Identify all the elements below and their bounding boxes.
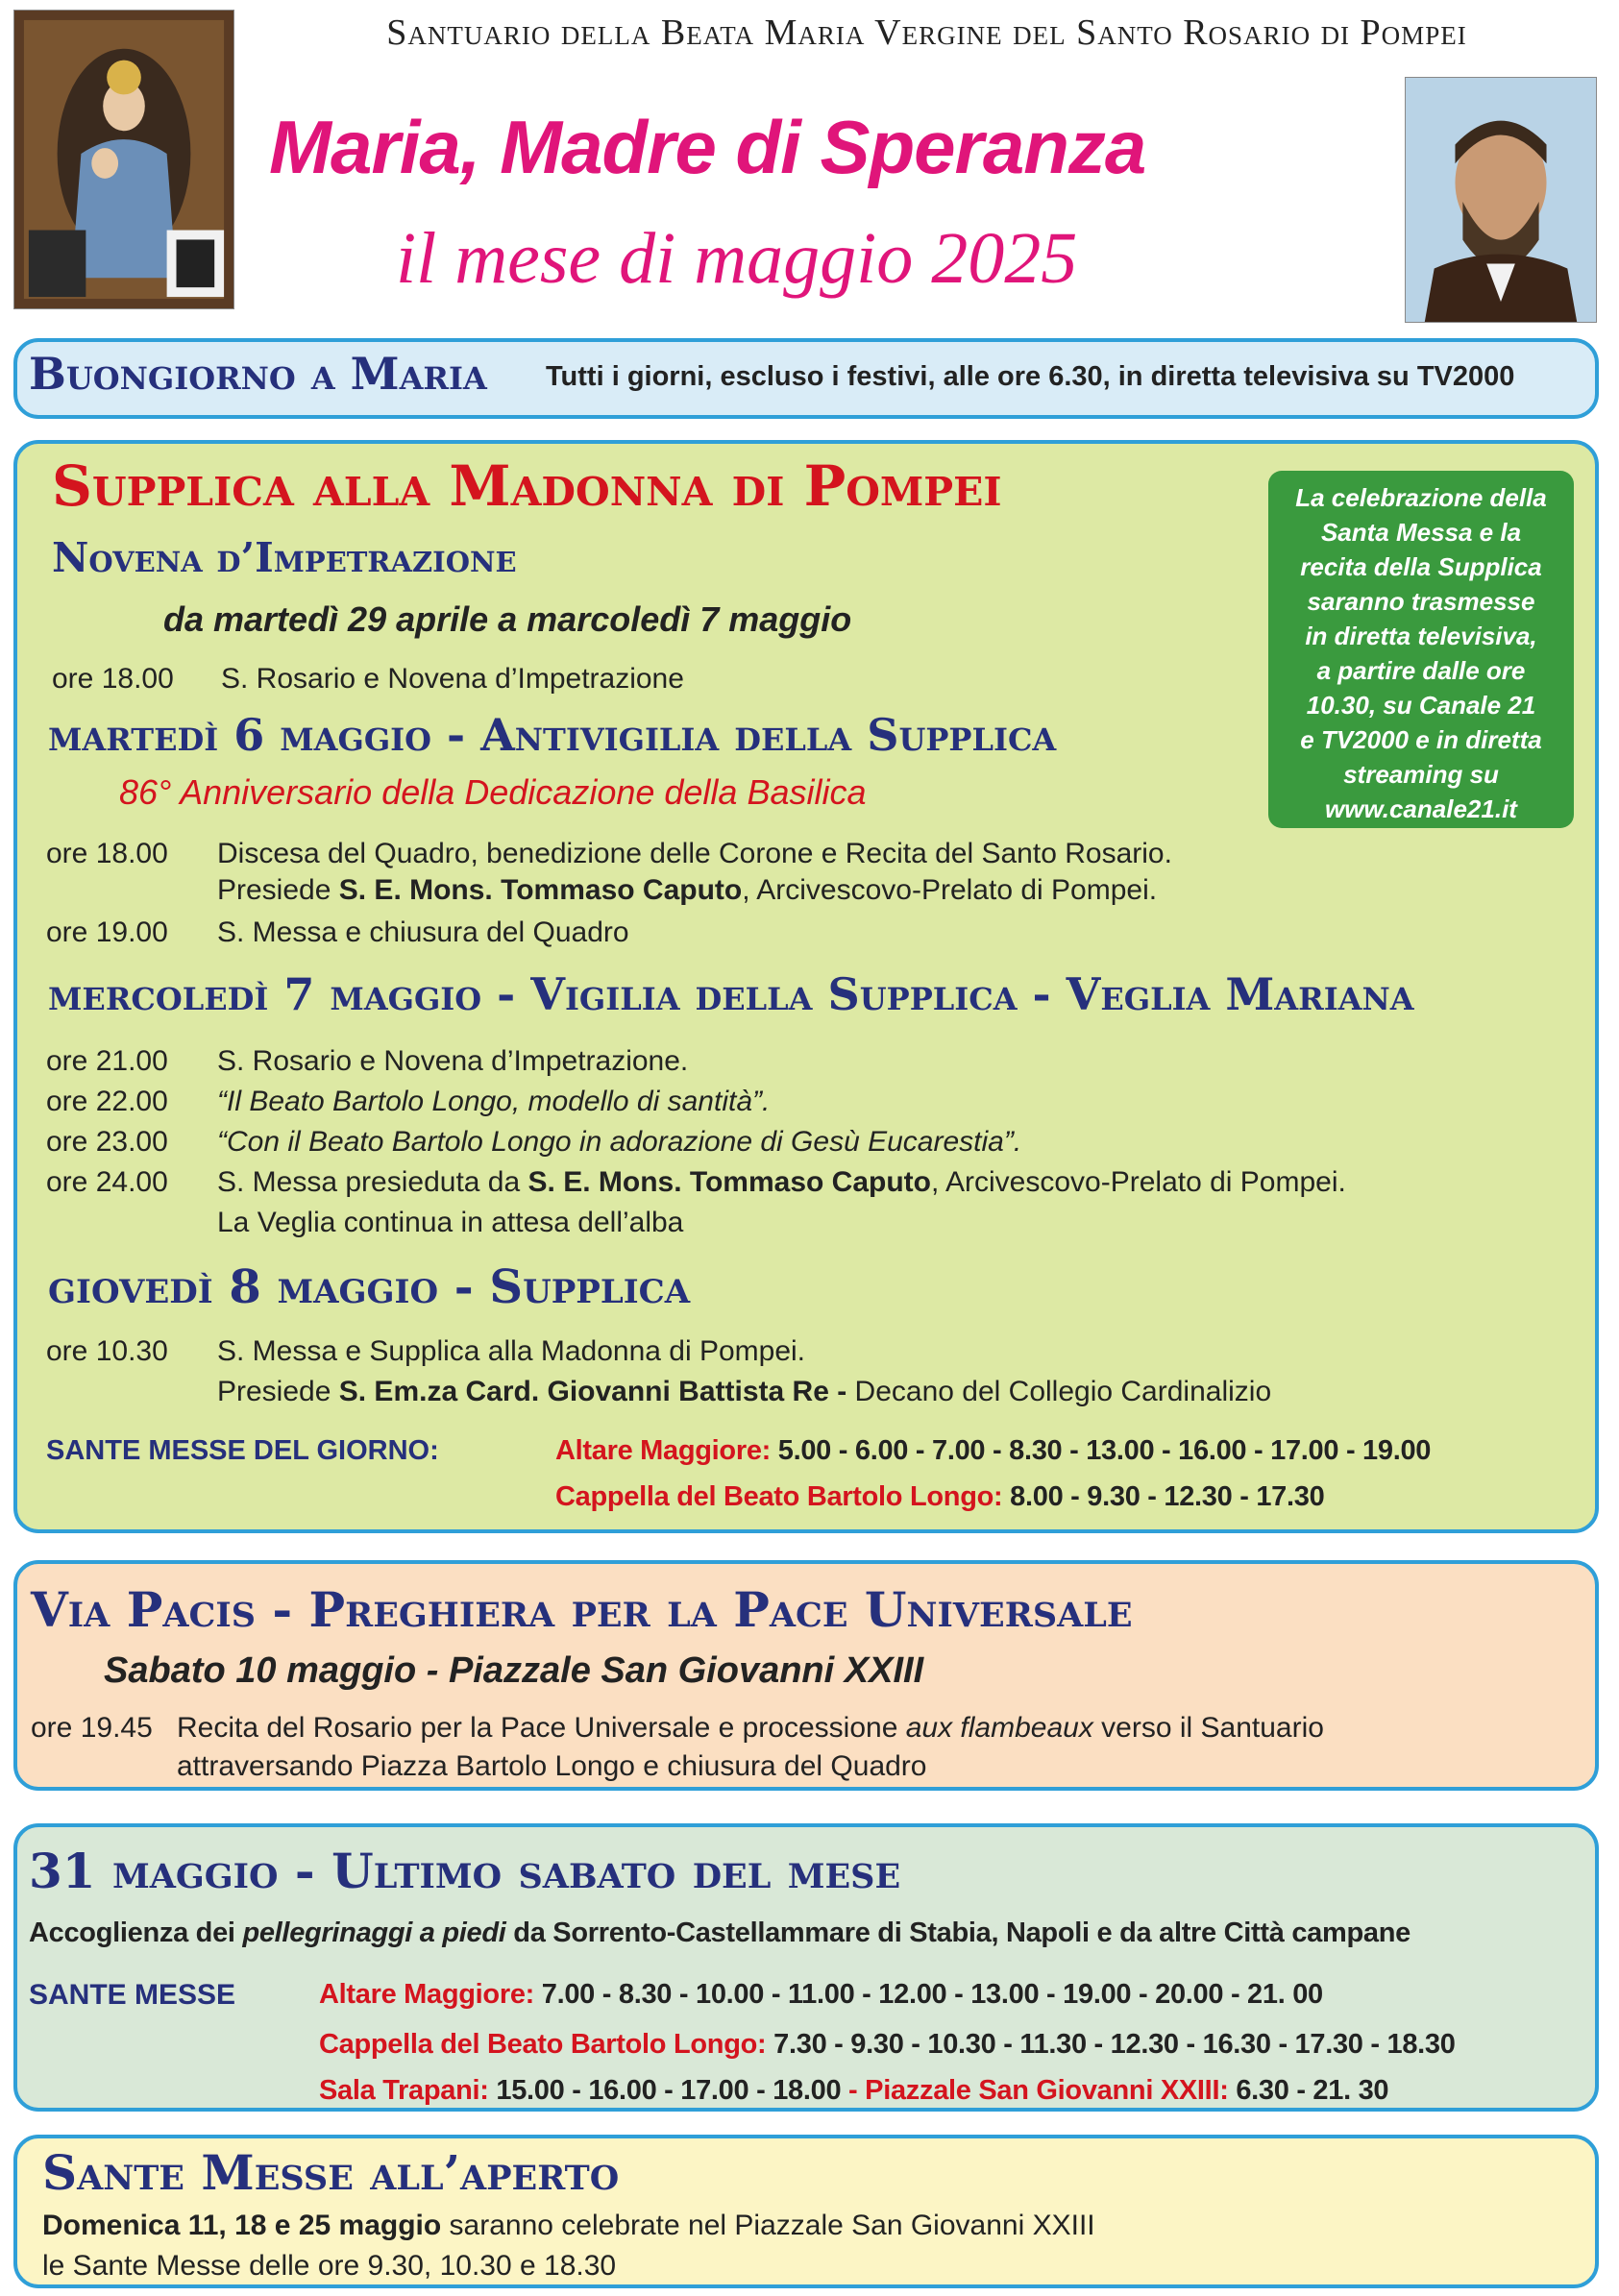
day2-e1-text: S. Rosario e Novena d’Impetrazione. bbox=[217, 1045, 689, 1077]
day2-e4-line2: La Veglia continua in attesa dell’alba bbox=[217, 1207, 684, 1238]
day2-heading: mercoledì 7 maggio - Vigilia della Supplica - Veglia Mariana bbox=[48, 968, 1414, 1020]
day2-e3-text: “Con il Beato Bartolo Longo in adorazione di Gesù Eucarestia”. bbox=[217, 1126, 1022, 1158]
day2-e4-time: ore 24.00 bbox=[46, 1166, 168, 1198]
broadcast-line: streaming su bbox=[1343, 760, 1499, 789]
pilgrimage-welcome: Accoglienza dei pellegrinaggi a piedi da Sorrento-Castellammare di Stabia, Napoli e da altre Città campane bbox=[29, 1917, 1410, 1948]
broadcast-line: Santa Messa e la bbox=[1320, 518, 1522, 547]
ultimo-masses-row-2: Cappella del Beato Bartolo Longo: 7.30 - 9.30 - 10.30 - 11.30 - 12.30 - 16.30 - 17.30 - 18.30 bbox=[319, 2029, 1456, 2060]
via-pacis-text-line2: attraversando Piazza Bartolo Longo e chiusura del Quadro bbox=[177, 1750, 927, 1782]
day3-e1-presider: Presiede S. Em.za Card. Giovanni Battista Re - Decano del Collegio Cardinalizio bbox=[217, 1376, 1272, 1407]
ultimo-sabato-heading: 31 maggio - Ultimo sabato del mese bbox=[29, 1843, 901, 1899]
day1-e1-text: Discesa del Quadro, benedizione delle Corone e Recita del Santo Rosario. bbox=[217, 838, 1172, 869]
day1-e2-time: ore 19.00 bbox=[46, 916, 168, 948]
ultimo-masses-label: SANTE MESSE bbox=[29, 1979, 236, 2011]
open-air-heading: Sante Messe all’aperto bbox=[42, 2144, 620, 2201]
madonna-pompei-image bbox=[13, 10, 234, 309]
day1-anniversary: 86° Anniversario della Dedicazione della Basilica bbox=[119, 772, 867, 812]
masses-row-1: Altare Maggiore: 5.00 - 6.00 - 7.00 - 8.30 - 13.00 - 16.00 - 17.00 - 19.00 bbox=[555, 1435, 1432, 1466]
masses-row-2: Cappella del Beato Bartolo Longo: 8.00 - 9.30 - 12.30 - 17.30 bbox=[555, 1481, 1325, 1512]
masses-label: SANTE MESSE DEL GIORNO: bbox=[46, 1435, 439, 1466]
day2-e2-time: ore 22.00 bbox=[46, 1086, 168, 1117]
novena-dates: da martedì 29 aprile a marcoledì 7 maggio bbox=[163, 599, 852, 639]
via-pacis-date: Sabato 10 maggio - Piazzale San Giovanni XXIII bbox=[104, 1650, 924, 1691]
day3-e1-time: ore 10.30 bbox=[46, 1335, 168, 1367]
broadcast-line: 10.30, su Canale 21 bbox=[1306, 691, 1536, 720]
day2-e4-text: S. Messa presieduta da S. E. Mons. Tommaso Caputo, Arcivescovo-Prelato di Pompei. bbox=[217, 1166, 1346, 1198]
day1-e1-time: ore 18.00 bbox=[46, 838, 168, 869]
sanctuary-name: Santuario della Beata Maria Vergine del Santo Rosario di Pompei bbox=[386, 12, 1467, 53]
day1-heading: martedì 6 maggio - Antivigilia della Supplica bbox=[48, 709, 1057, 761]
via-pacis-heading: Via Pacis - Preghiera per la Pace Universale bbox=[31, 1581, 1133, 1638]
day3-heading: giovedì 8 maggio - Supplica bbox=[48, 1260, 691, 1314]
buongiorno-text: Tutti i giorni, escluso i festivi, alle ore 6.30, in diretta televisiva su TV2000 bbox=[546, 361, 1515, 392]
broadcast-line: in diretta televisiva, bbox=[1305, 622, 1537, 650]
main-title: Maria, Madre di Speranza bbox=[269, 105, 1146, 189]
day3-e1-text: S. Messa e Supplica alla Madonna di Pompei. bbox=[217, 1335, 806, 1367]
broadcast-link[interactable]: www.canale21.it bbox=[1325, 794, 1517, 823]
novena-heading: Novena d’Impetrazione bbox=[52, 534, 517, 581]
sub-title: il mese di maggio 2025 bbox=[396, 218, 1078, 299]
buongiorno-heading: Buongiorno a Maria bbox=[29, 348, 487, 400]
broadcast-line: a partire dalle ore bbox=[1316, 656, 1526, 685]
broadcast-line: saranno trasmesse bbox=[1307, 587, 1535, 616]
day2-e2-text: “Il Beato Bartolo Longo, modello di santità”. bbox=[217, 1086, 771, 1117]
open-air-line2: le Sante Messe delle ore 9.30, 10.30 e 18.30 bbox=[42, 2250, 617, 2282]
day1-e2-text: S. Messa e chiusura del Quadro bbox=[217, 916, 629, 948]
day2-e1-time: ore 21.00 bbox=[46, 1045, 168, 1077]
supplica-heading: Supplica alla Madonna di Pompei bbox=[52, 453, 1002, 519]
open-air-line1: Domenica 11, 18 e 25 maggio saranno celebrate nel Piazzale San Giovanni XXIII bbox=[42, 2210, 1095, 2241]
novena-text: S. Rosario e Novena d’Impetrazione bbox=[221, 663, 684, 695]
day1-e1-presider: Presiede S. E. Mons. Tommaso Caputo, Arcivescovo-Prelato di Pompei. bbox=[217, 874, 1158, 906]
broadcast-line: La celebrazione della bbox=[1295, 483, 1547, 512]
ultimo-masses-row-1: Altare Maggiore: 7.00 - 8.30 - 10.00 - 11.00 - 12.00 - 13.00 - 19.00 - 20.00 - 21. 00 bbox=[319, 1979, 1323, 2010]
broadcast-info-box bbox=[1268, 471, 1574, 828]
day2-e3-time: ore 23.00 bbox=[46, 1126, 168, 1158]
bartolo-longo-portrait bbox=[1405, 77, 1597, 323]
broadcast-line: e TV2000 e in diretta bbox=[1300, 725, 1542, 754]
ultimo-masses-row-3: Sala Trapani: 15.00 - 16.00 - 17.00 - 18.00 - Piazzale San Giovanni XXIII: 6.30 - 21. 30 bbox=[319, 2075, 1389, 2106]
broadcast-line: recita della Supplica bbox=[1300, 552, 1542, 581]
novena-time: ore 18.00 bbox=[52, 663, 174, 695]
via-pacis-text: Recita del Rosario per la Pace Universale e processione aux flambeaux verso il Santuario bbox=[177, 1712, 1324, 1744]
via-pacis-time: ore 19.45 bbox=[31, 1712, 153, 1744]
